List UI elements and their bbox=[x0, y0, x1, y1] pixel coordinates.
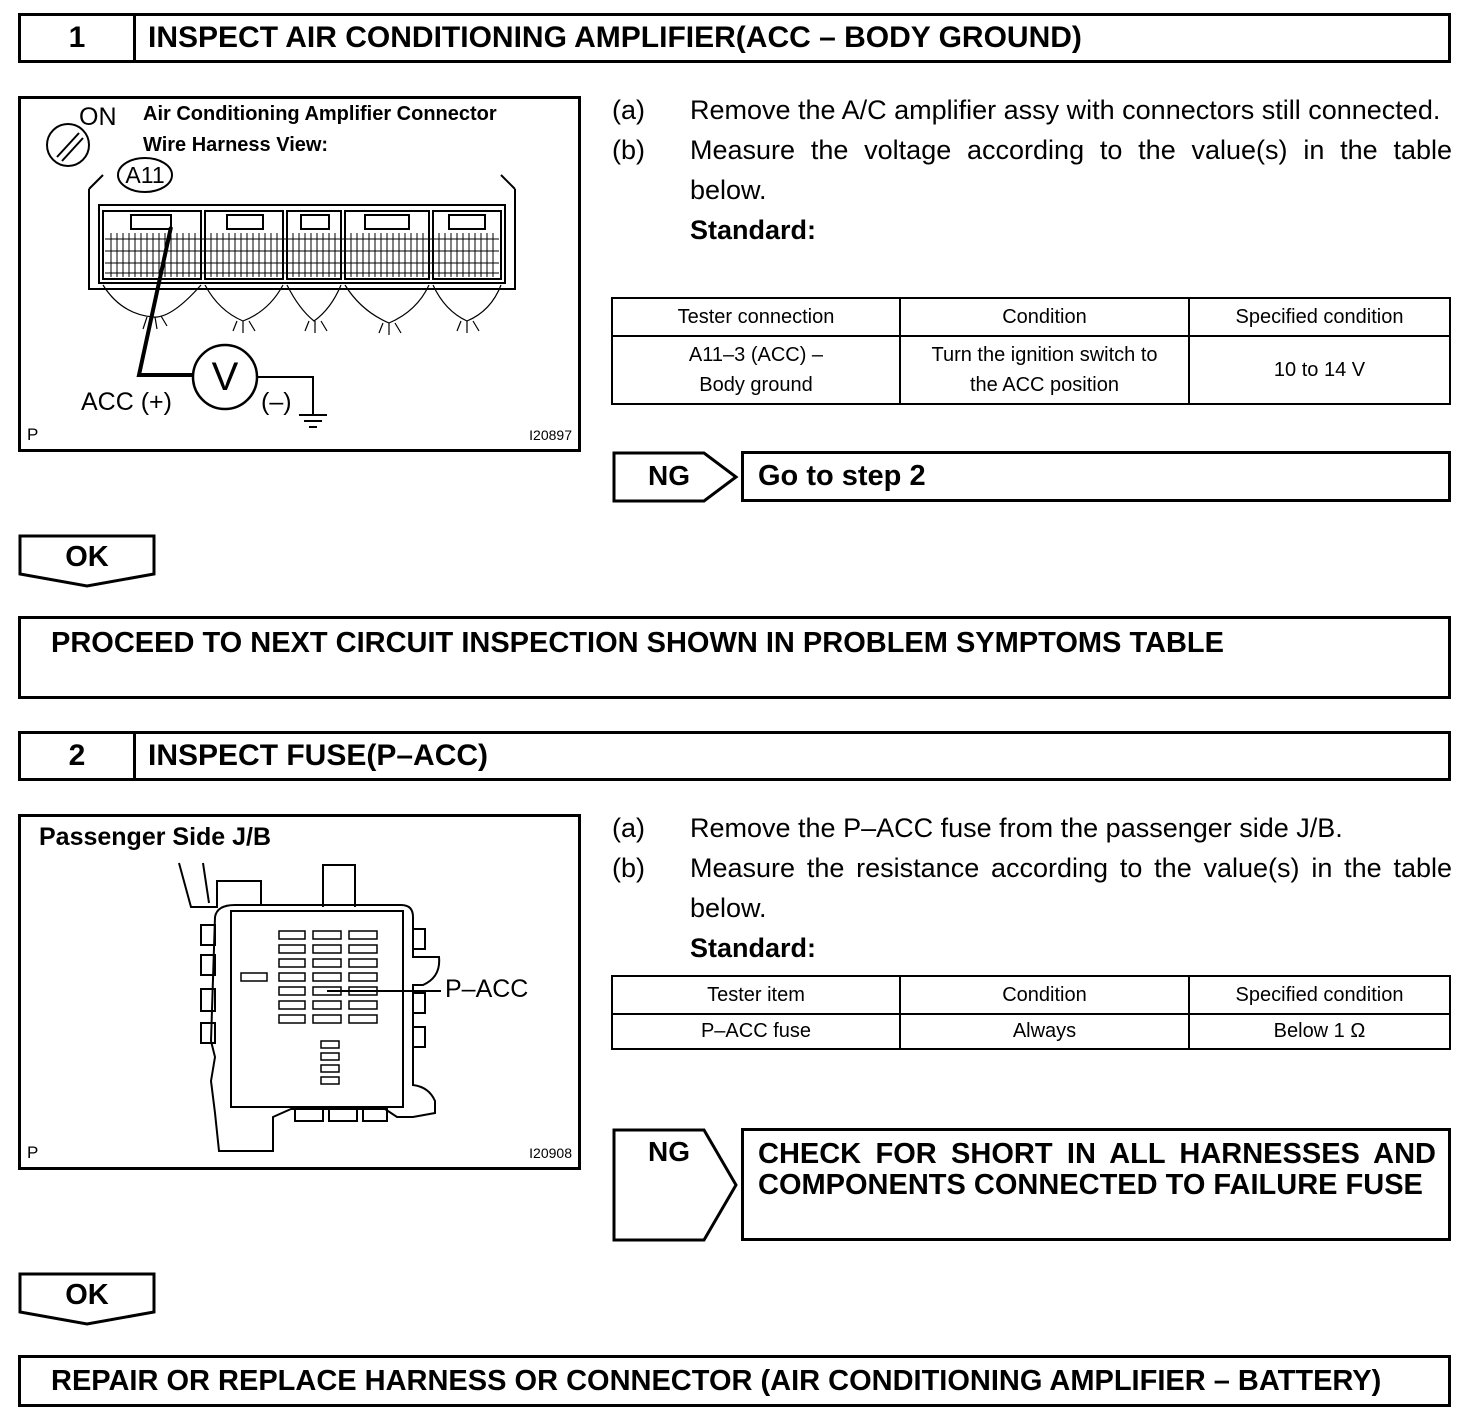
table-cell-tester: P–ACC fuse bbox=[612, 1014, 900, 1049]
instruction-text: Remove the P–ACC fuse from the passenger side J/B. bbox=[690, 813, 1343, 843]
step1-ok-result: PROCEED TO NEXT CIRCUIT INSPECTION SHOWN IN PROBLEM SYMPTOMS TABLE bbox=[18, 616, 1451, 699]
step1-title: INSPECT AIR CONDITIONING AMPLIFIER(ACC – BODY GROUND) bbox=[148, 21, 1082, 54]
step1-ng-label: NG bbox=[648, 460, 690, 491]
table-row bbox=[612, 1014, 1450, 1049]
step1-number: 1 bbox=[21, 16, 136, 60]
table-header: Condition bbox=[900, 976, 1189, 1014]
figure-p-label: P bbox=[27, 425, 39, 444]
instruction-label: (b) bbox=[612, 135, 645, 165]
step2-header bbox=[18, 731, 1451, 781]
instruction-text: Measure the voltage according to the value(s) in the table below. bbox=[690, 135, 1452, 205]
table-header: Condition bbox=[900, 298, 1189, 336]
figure-p-label: P bbox=[27, 1143, 39, 1162]
amplifier-connector-figure bbox=[18, 96, 581, 452]
acc-positive-label: ACC (+) bbox=[81, 388, 172, 416]
table-header: Tester item bbox=[612, 976, 900, 1014]
table-cell-specified: 10 to 14 V bbox=[1189, 336, 1450, 404]
figure-code: I20908 bbox=[529, 1145, 572, 1161]
table-header: Tester connection bbox=[612, 298, 900, 336]
step2-spec-table bbox=[611, 975, 1451, 1050]
junction-block-figure bbox=[18, 814, 581, 1170]
step2-title: INSPECT FUSE(P–ACC) bbox=[148, 739, 489, 772]
table-header: Specified condition bbox=[1189, 976, 1450, 1014]
instruction-text: Remove the A/C amplifier assy with connectors still connected. bbox=[690, 95, 1441, 125]
table-cell-specified: Below 1 Ω bbox=[1189, 1014, 1450, 1049]
instruction-label: (a) bbox=[612, 95, 645, 125]
table-header: Specified condition bbox=[1189, 298, 1450, 336]
ignition-on-label: ON bbox=[79, 103, 117, 131]
standard-label: Standard: bbox=[690, 933, 817, 963]
step2-ok-result: REPAIR OR REPLACE HARNESS OR CONNECTOR (AIR CONDITIONING AMPLIFIER – BATTERY) bbox=[18, 1355, 1451, 1407]
step2-ng-action-box bbox=[741, 1128, 1451, 1241]
connector-label: A11 bbox=[125, 162, 165, 188]
voltmeter-label: V bbox=[211, 355, 239, 399]
junction-block-outline bbox=[179, 863, 439, 1151]
condition-line1: Turn the ignition switch to bbox=[931, 344, 1158, 366]
table-cell-tester bbox=[612, 336, 900, 404]
instruction-item bbox=[612, 130, 1452, 210]
instruction-label: (a) bbox=[612, 813, 645, 843]
table-header-row bbox=[612, 298, 1450, 336]
wire-harness bbox=[103, 285, 501, 335]
step2-instructions bbox=[612, 808, 1452, 968]
instruction-item bbox=[612, 90, 1452, 130]
fuse-array bbox=[241, 931, 377, 1084]
table-row bbox=[612, 336, 1450, 404]
figure-title-line1: Air Conditioning Amplifier Connector bbox=[143, 103, 497, 125]
step1-ng-action: Go to step 2 bbox=[741, 451, 1451, 502]
step2-ng-label: NG bbox=[648, 1136, 690, 1167]
step2-number: 2 bbox=[21, 734, 136, 778]
standard-label: Standard: bbox=[690, 215, 817, 245]
tester-line2: Body ground bbox=[699, 374, 813, 396]
table-cell-condition bbox=[900, 336, 1189, 404]
step1-spec-table bbox=[611, 297, 1451, 405]
step1-ok-label: OK bbox=[65, 541, 109, 573]
condition-line2: the ACC position bbox=[970, 374, 1119, 396]
junction-block-title: Passenger Side J/B bbox=[39, 823, 272, 851]
fuse-callout-label: P–ACC bbox=[445, 975, 529, 1003]
figure-title-line2: Wire Harness View: bbox=[143, 134, 329, 156]
step1-instructions bbox=[612, 90, 1452, 250]
step2-ng-action: CHECK FOR SHORT IN ALL HARNESSES AND COMPONENTS CONNECTED TO FAILURE FUSE bbox=[758, 1138, 1436, 1201]
step1-header bbox=[18, 13, 1451, 63]
step2-ok-label: OK bbox=[65, 1279, 109, 1311]
negative-label: (–) bbox=[261, 388, 292, 416]
table-header-row bbox=[612, 976, 1450, 1014]
figure-code: I20897 bbox=[529, 427, 572, 443]
table-cell-condition: Always bbox=[900, 1014, 1189, 1049]
instruction-text: Measure the resistance according to the value(s) in the table below. bbox=[690, 853, 1452, 923]
instruction-item bbox=[612, 808, 1452, 848]
instruction-item bbox=[612, 848, 1452, 928]
instruction-label: (b) bbox=[612, 853, 645, 883]
tester-line1: A11–3 (ACC) – bbox=[688, 344, 824, 366]
